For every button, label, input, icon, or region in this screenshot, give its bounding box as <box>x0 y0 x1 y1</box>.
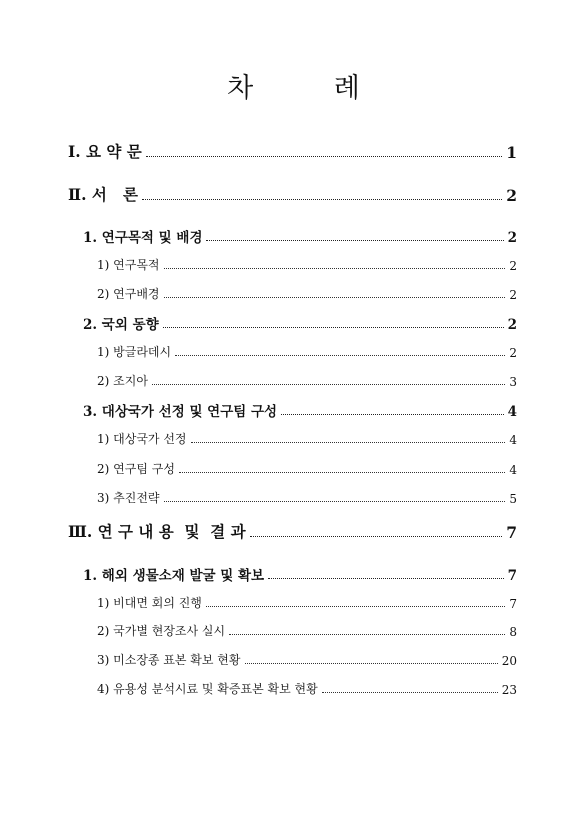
toc-label: 2. 국외 동향 <box>83 317 159 333</box>
toc-label: 2) 국가별 현장조사 실시 <box>97 624 226 638</box>
toc-entry-country-selection <box>97 430 517 447</box>
toc-entry-research-purpose <box>97 256 517 273</box>
dot-leader <box>175 354 505 356</box>
toc-page-number: 4 <box>509 433 517 447</box>
dot-leader <box>164 500 506 502</box>
toc-entry-overseas-trends <box>83 313 517 333</box>
dot-leader <box>206 605 505 607</box>
dot-leader <box>250 535 503 537</box>
toc-entry-results <box>68 520 517 542</box>
toc-label: 1. 연구목적 및 배경 <box>83 230 203 246</box>
toc-page-number: 7 <box>509 597 517 611</box>
toc-page-number: 2 <box>509 346 517 360</box>
dot-leader <box>152 383 505 385</box>
toc-page-number: 5 <box>509 492 517 506</box>
dot-leader <box>142 198 502 200</box>
toc-label: 4) 유용성 분석시료 및 확증표본 확보 현황 <box>97 682 318 696</box>
dot-leader <box>164 296 506 298</box>
dot-leader <box>146 155 502 157</box>
dot-leader <box>281 413 504 415</box>
toc-entry-strategy <box>97 489 517 506</box>
dot-leader <box>191 441 506 443</box>
toc-page-number: 2 <box>509 288 517 302</box>
document-title: 차 례 <box>227 73 396 104</box>
dot-leader <box>229 633 505 635</box>
toc-label: 1) 연구목적 <box>97 258 160 272</box>
toc-entry-country-selection-team <box>83 400 517 420</box>
toc-label: 3. 대상국가 선정 및 연구팀 구성 <box>83 404 278 420</box>
toc-label: 3) 미소장종 표본 확보 현황 <box>97 653 241 667</box>
toc-entry-research-background <box>97 285 517 302</box>
toc-page-number: 4 <box>509 463 517 477</box>
toc-label: Ⅲ. 연 구 내 용 및 결 과 <box>68 522 246 541</box>
toc-label: 1) 방글라데시 <box>97 345 172 359</box>
toc-page-number: 2 <box>506 186 517 205</box>
toc-page-number: 4 <box>507 404 517 420</box>
toc-page-number: 2 <box>507 317 517 333</box>
toc-page-number: 8 <box>509 625 517 639</box>
dot-leader <box>206 239 503 241</box>
toc-label: 1) 대상국가 선정 <box>97 432 187 446</box>
toc-label: 2) 연구배경 <box>97 287 160 301</box>
dot-leader <box>179 471 505 473</box>
dot-leader <box>164 267 506 269</box>
dot-leader <box>163 326 504 328</box>
toc-page-number: 2 <box>507 230 517 246</box>
toc-entry-online-meetings <box>97 594 517 611</box>
dot-leader <box>268 577 504 579</box>
toc-entry-sample-status <box>97 680 517 697</box>
dot-leader <box>245 662 498 664</box>
toc-page-number: 23 <box>501 683 517 697</box>
toc-label: Ⅰ. 요 약 문 <box>68 142 142 161</box>
toc-label: 1) 비대면 회의 진행 <box>97 596 202 610</box>
toc-entry-field-surveys <box>97 622 517 639</box>
toc-entry-team-composition <box>97 460 517 477</box>
toc-entry-summary <box>68 140 517 162</box>
toc-page-number: 20 <box>501 654 517 668</box>
toc-page-number: 2 <box>509 259 517 273</box>
toc-entry-introduction <box>68 183 517 205</box>
toc-page-number: 1 <box>506 143 517 162</box>
toc-entry-bioresource-discovery <box>83 564 517 584</box>
dot-leader <box>322 691 498 693</box>
toc-label: 1. 해외 생물소재 발굴 및 확보 <box>83 568 265 584</box>
toc-label: 2) 연구팀 구성 <box>97 462 175 476</box>
toc-label: 3) 추진전략 <box>97 491 160 505</box>
toc-entry-purpose-background <box>83 226 517 246</box>
toc-entry-specimen-status <box>97 651 517 668</box>
toc-entry-georgia <box>97 372 517 389</box>
toc-page-number: 7 <box>507 568 517 584</box>
toc-label: 2) 조지아 <box>97 374 148 388</box>
toc-page-number: 7 <box>506 523 517 542</box>
toc-page-number: 3 <box>509 375 517 389</box>
toc-label: Ⅱ. 서 론 <box>68 185 138 204</box>
toc-entry-bangladesh <box>97 343 517 360</box>
